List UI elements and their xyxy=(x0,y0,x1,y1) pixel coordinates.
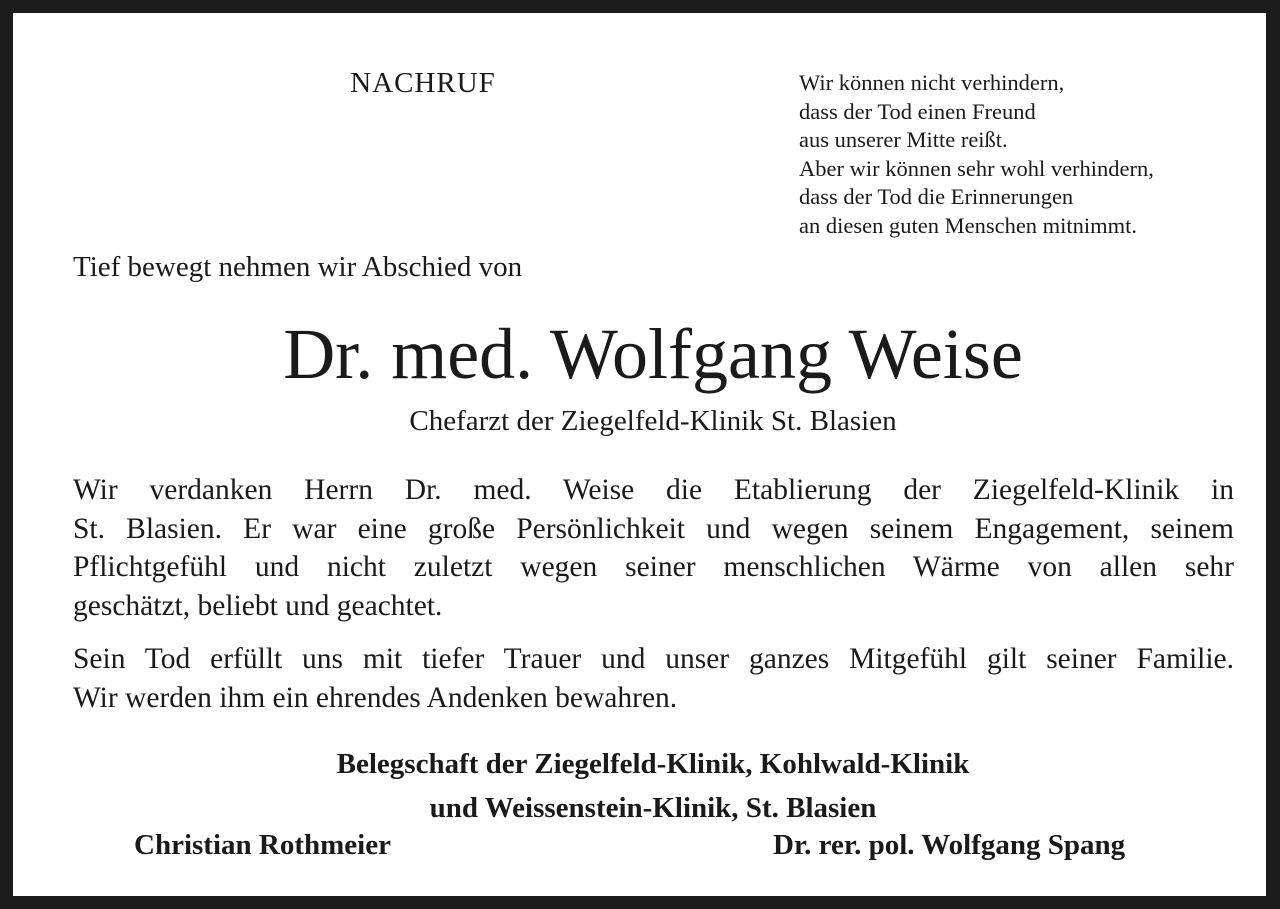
poem-line: dass der Tod einen Freund xyxy=(799,98,1036,124)
paragraph-line: St. Blasien. Er war eine große Persönlichkeit und wegen seinem Engagement, seinem xyxy=(73,512,1234,545)
poem-line: an diesen guten Menschen mitnimmt. xyxy=(799,212,1138,238)
signatory-left: Christian Rothmeier xyxy=(134,829,391,861)
paragraph-line: Wir verdanken Herrn Dr. med. Weise die Etablierung der Ziegelfeld-Klinik in xyxy=(73,474,1234,506)
paragraph-line: Wir werden ihm ein ehrendes Andenken bewahren. xyxy=(73,681,678,714)
deceased-title: Chefarzt der Ziegelfeld-Klinik St. Blasien xyxy=(409,405,897,437)
condolence-paragraph xyxy=(73,640,1234,717)
notice-heading: NACHRUF xyxy=(350,67,496,99)
poem-line: aus unserer Mitte reißt. xyxy=(799,127,1008,153)
poem-line: Wir können nicht verhindern, xyxy=(799,70,1065,95)
poem-line: dass der Tod die Erinnerungen xyxy=(799,184,1074,210)
intro-text: Tief bewegt nehmen wir Abschied von xyxy=(73,251,523,283)
deceased-name: Dr. med. Wolfgang Weise xyxy=(283,314,1023,394)
signature-staff-line-1: Belegschaft der Ziegelfeld-Klinik, Kohlwald-Klinik xyxy=(336,748,970,780)
paragraph-line: geschätzt, beliebt und geachtet. xyxy=(73,589,443,622)
signature-staff-line-2: und Weissenstein-Klinik, St. Blasien xyxy=(429,792,877,824)
signatory-right: Dr. rer. pol. Wolfgang Spang xyxy=(773,829,1126,861)
paragraph-line: Sein Tod erfüllt uns mit tiefer Trauer und unser ganzes Mitgefühl gilt seiner Familie. xyxy=(73,643,1234,675)
paragraph-line: Pflichtgefühl und nicht zuletzt wegen seiner menschlichen Wärme von allen sehr xyxy=(73,551,1234,583)
tribute-paragraph xyxy=(73,471,1234,625)
memorial-poem xyxy=(799,69,1239,241)
poem-line: Aber wir können sehr wohl verhindern, xyxy=(799,155,1154,181)
